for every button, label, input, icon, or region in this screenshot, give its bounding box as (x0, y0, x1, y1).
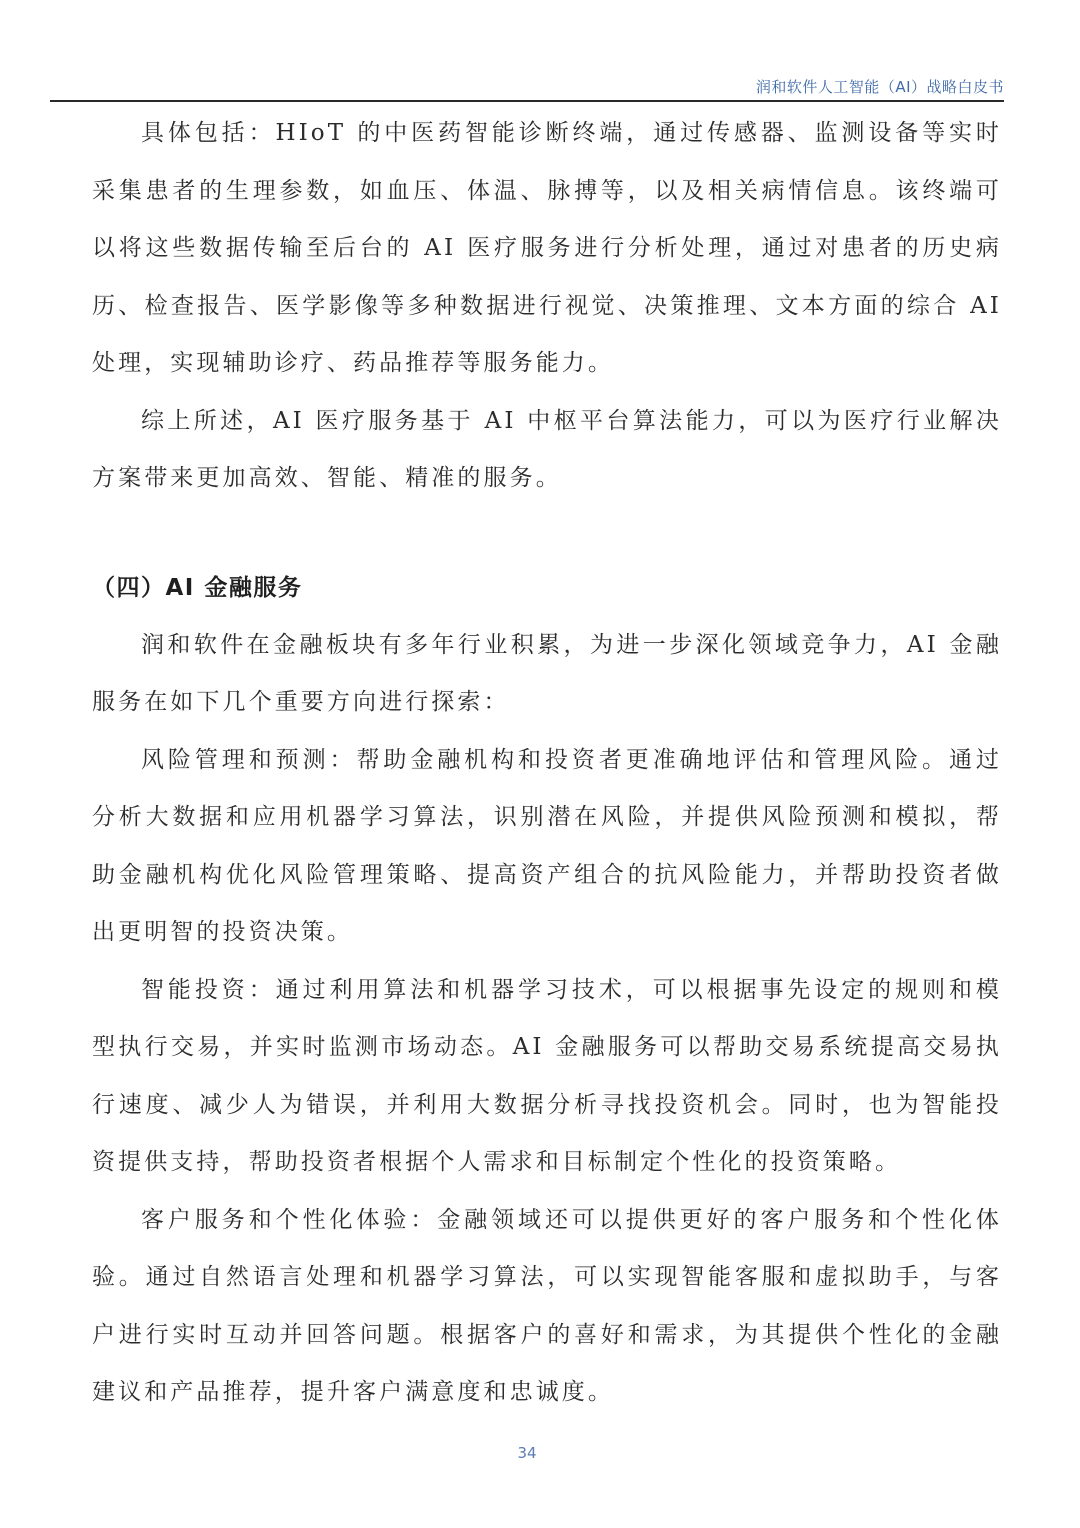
header-divider (50, 100, 1004, 102)
paragraph-finance-intro: 润和软件在金融板块有多年行业积累，为进一步深化领域竞争力，AI 金融服务在如下几个重要方向进行探索： (92, 631, 1002, 715)
paragraph-smart-investment: 智能投资：通过利用算法和机器学习技术，可以根据事先设定的规则和模型执行交易，并实时监测市场动态。AI 金融服务可以帮助交易系统提高交易执行速度、减少人为错误，并利用大数据分析寻找投资机会。同时，也为智能投资提供支持，帮助投资者根据个人需求和目标制定个性化的投资策略。 (92, 976, 1002, 1175)
document-header-title: 润和软件人工智能（AI）战略白皮书 (755, 78, 1004, 96)
section-heading: （四）AI 金融服务 (92, 574, 303, 601)
page-body (92, 105, 1002, 1422)
paragraph-risk-management: 风险管理和预测：帮助金融机构和投资者更准确地评估和管理风险。通过分析大数据和应用机器学习算法，识别潜在风险，并提供风险预测和模拟，帮助金融机构优化风险管理策略、提高资产组合的抗风险能力，并帮助投资者做出更明智的投资决策。 (92, 746, 1002, 945)
section-spacer (92, 508, 1002, 560)
paragraph-summary: 综上所述，AI 医疗服务基于 AI 中枢平台算法能力，可以为医疗行业解决方案带来更加高效、智能、精准的服务。 (92, 407, 1002, 491)
page-number: 34 (517, 1444, 537, 1462)
paragraph-customer-service: 客户服务和个性化体验：金融领域还可以提供更好的客户服务和个性化体验。通过自然语言处理和机器学习算法，可以实现智能客服和虚拟助手，与客户进行实时互动并回答问题。根据客户的喜好和需求，为其提供个性化的金融建议和产品推荐，提升客户满意度和忠诚度。 (92, 1206, 1002, 1405)
paragraph-hiot-terminal: 具体包括：HIoT 的中医药智能诊断终端，通过传感器、监测设备等实时采集患者的生理参数，如血压、体温、脉搏等，以及相关病情信息。该终端可以将这些数据传输至后台的 AI 医疗服务进行分析处理，通过对患者的历史病历、检查报告、医学影像等多种数据进行视觉、决策推理、文本方面的综合 AI 处理，实现辅助诊疗、药品推荐等服务能力。 (92, 120, 1002, 376)
